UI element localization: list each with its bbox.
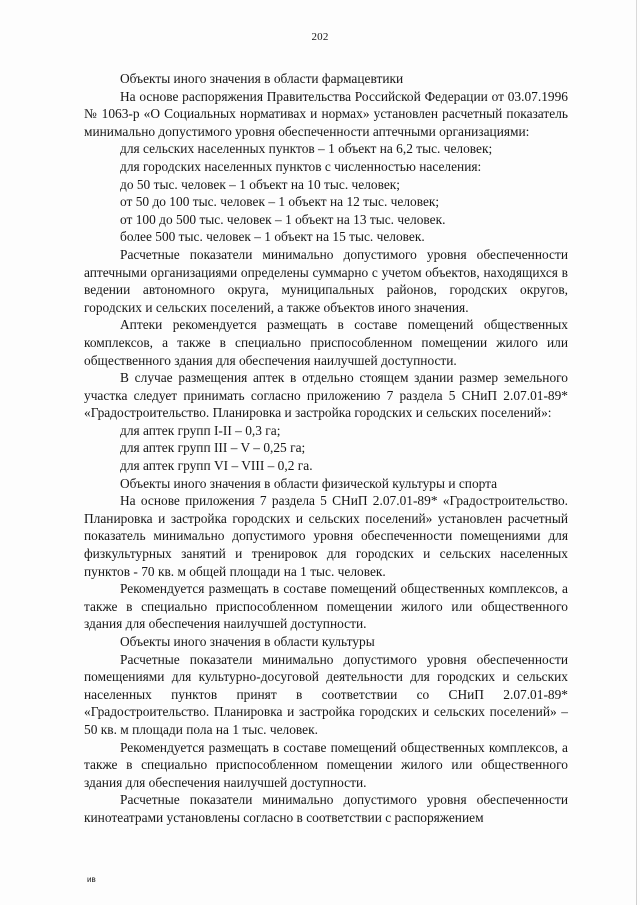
section-heading: Объекты иного значения в области физической культуры и спорта [120,475,498,491]
paragraph: В случае размещения аптек в отдельно стоящем здании размер земельного участка следует принимать согласно приложению 7 раздела 5 СНиП 2.07.01-89* «Градостроительство. Планировка и застройка городских и сельских поселений»: [84,370,568,421]
paragraph: На основе приложения 7 раздела 5 СНиП 2.07.01-89* «Градостроительство. Планировка и застройка городских и сельских поселений» установлен расчетный показатель минимально допустимого уровня обеспеченности помещениями для физкультурных занятий и тренировок для городских и сельских населенных пунктов - 70 кв. м общей площади на 1 тыс. человек. [84,493,568,579]
page-edge [636,0,637,905]
list-item: для сельских населенных пунктов – 1 объект на 6,2 тыс. человек; [120,141,493,157]
document-body [84,70,568,827]
paragraph: Расчетные показатели минимально допустимого уровня обеспеченности помещениями для культурно-досуговой деятельности для городских и сельских населенных пунктов принят в соответствии со СНиП 2.07.01-89* «Градостроительство. Планировка и застройка городских и сельских поселений» – 50 кв. м площади пола на 1 тыс. человек. [84,651,568,737]
list-item: для аптек групп VI – VIII – 0,2 га. [120,458,313,474]
list-item: более 500 тыс. человек – 1 объект на 15 тыс. человек. [120,229,425,245]
paragraph: Рекомендуется размещать в составе помещений общественных комплексов, а также в специально приспособленном помещении жилого или общественного здания для обеспечения наилучшей доступности. [84,581,568,632]
paragraph: Расчетные показатели минимально допустимого уровня обеспеченности аптечными организациями определены суммарно с учетом объектов, находящихся в ведении автономного округа, муниципальных районов, городских округов, городских и сельских поселений, а также объектов иного значения. [84,246,568,315]
section-heading: Объекты иного значения в области фармацевтики [120,71,404,86]
section-heading: Объекты иного значения в области культуры [120,634,375,649]
list-item: для аптек групп III – V – 0,25 га; [120,440,306,456]
list-item: от 100 до 500 тыс. человек – 1 объект на 13 тыс. человек. [120,211,446,227]
paragraph: На основе распоряжения Правительства Российской Федерации от 03.07.1996 № 1063-р «О Социальных нормативах и нормах» установлен расчетный показатель минимально допустимого уровня обеспеченности аптечными организациями: [84,88,568,139]
paragraph: Рекомендуется размещать в составе помещений общественных комплексов, а также в специально приспособленном помещении жилого или общественного здания для обеспечения наилучшей доступности. [84,739,568,790]
paragraph: Расчетные показатели минимально допустимого уровня обеспеченности кинотеатрами установлены согласно в соответствии с распоряжением [84,792,568,825]
paragraph: Аптеки рекомендуется размещать в составе помещений общественных комплексов, а также в специально приспособленном помещении жилого или общественного здания для обеспечения наилучшей доступности. [84,317,568,368]
list-item: для аптек групп I-II – 0,3 га; [120,422,281,438]
list-item: для городских населенных пунктов с численностью населения: [120,158,482,174]
page-number: 202 [311,31,329,43]
list-item: до 50 тыс. человек – 1 объект на 10 тыс. человек; [120,176,400,192]
footer-mark: ив [87,875,96,884]
list-item: от 50 до 100 тыс. человек – 1 объект на 12 тыс. человек; [120,194,440,210]
